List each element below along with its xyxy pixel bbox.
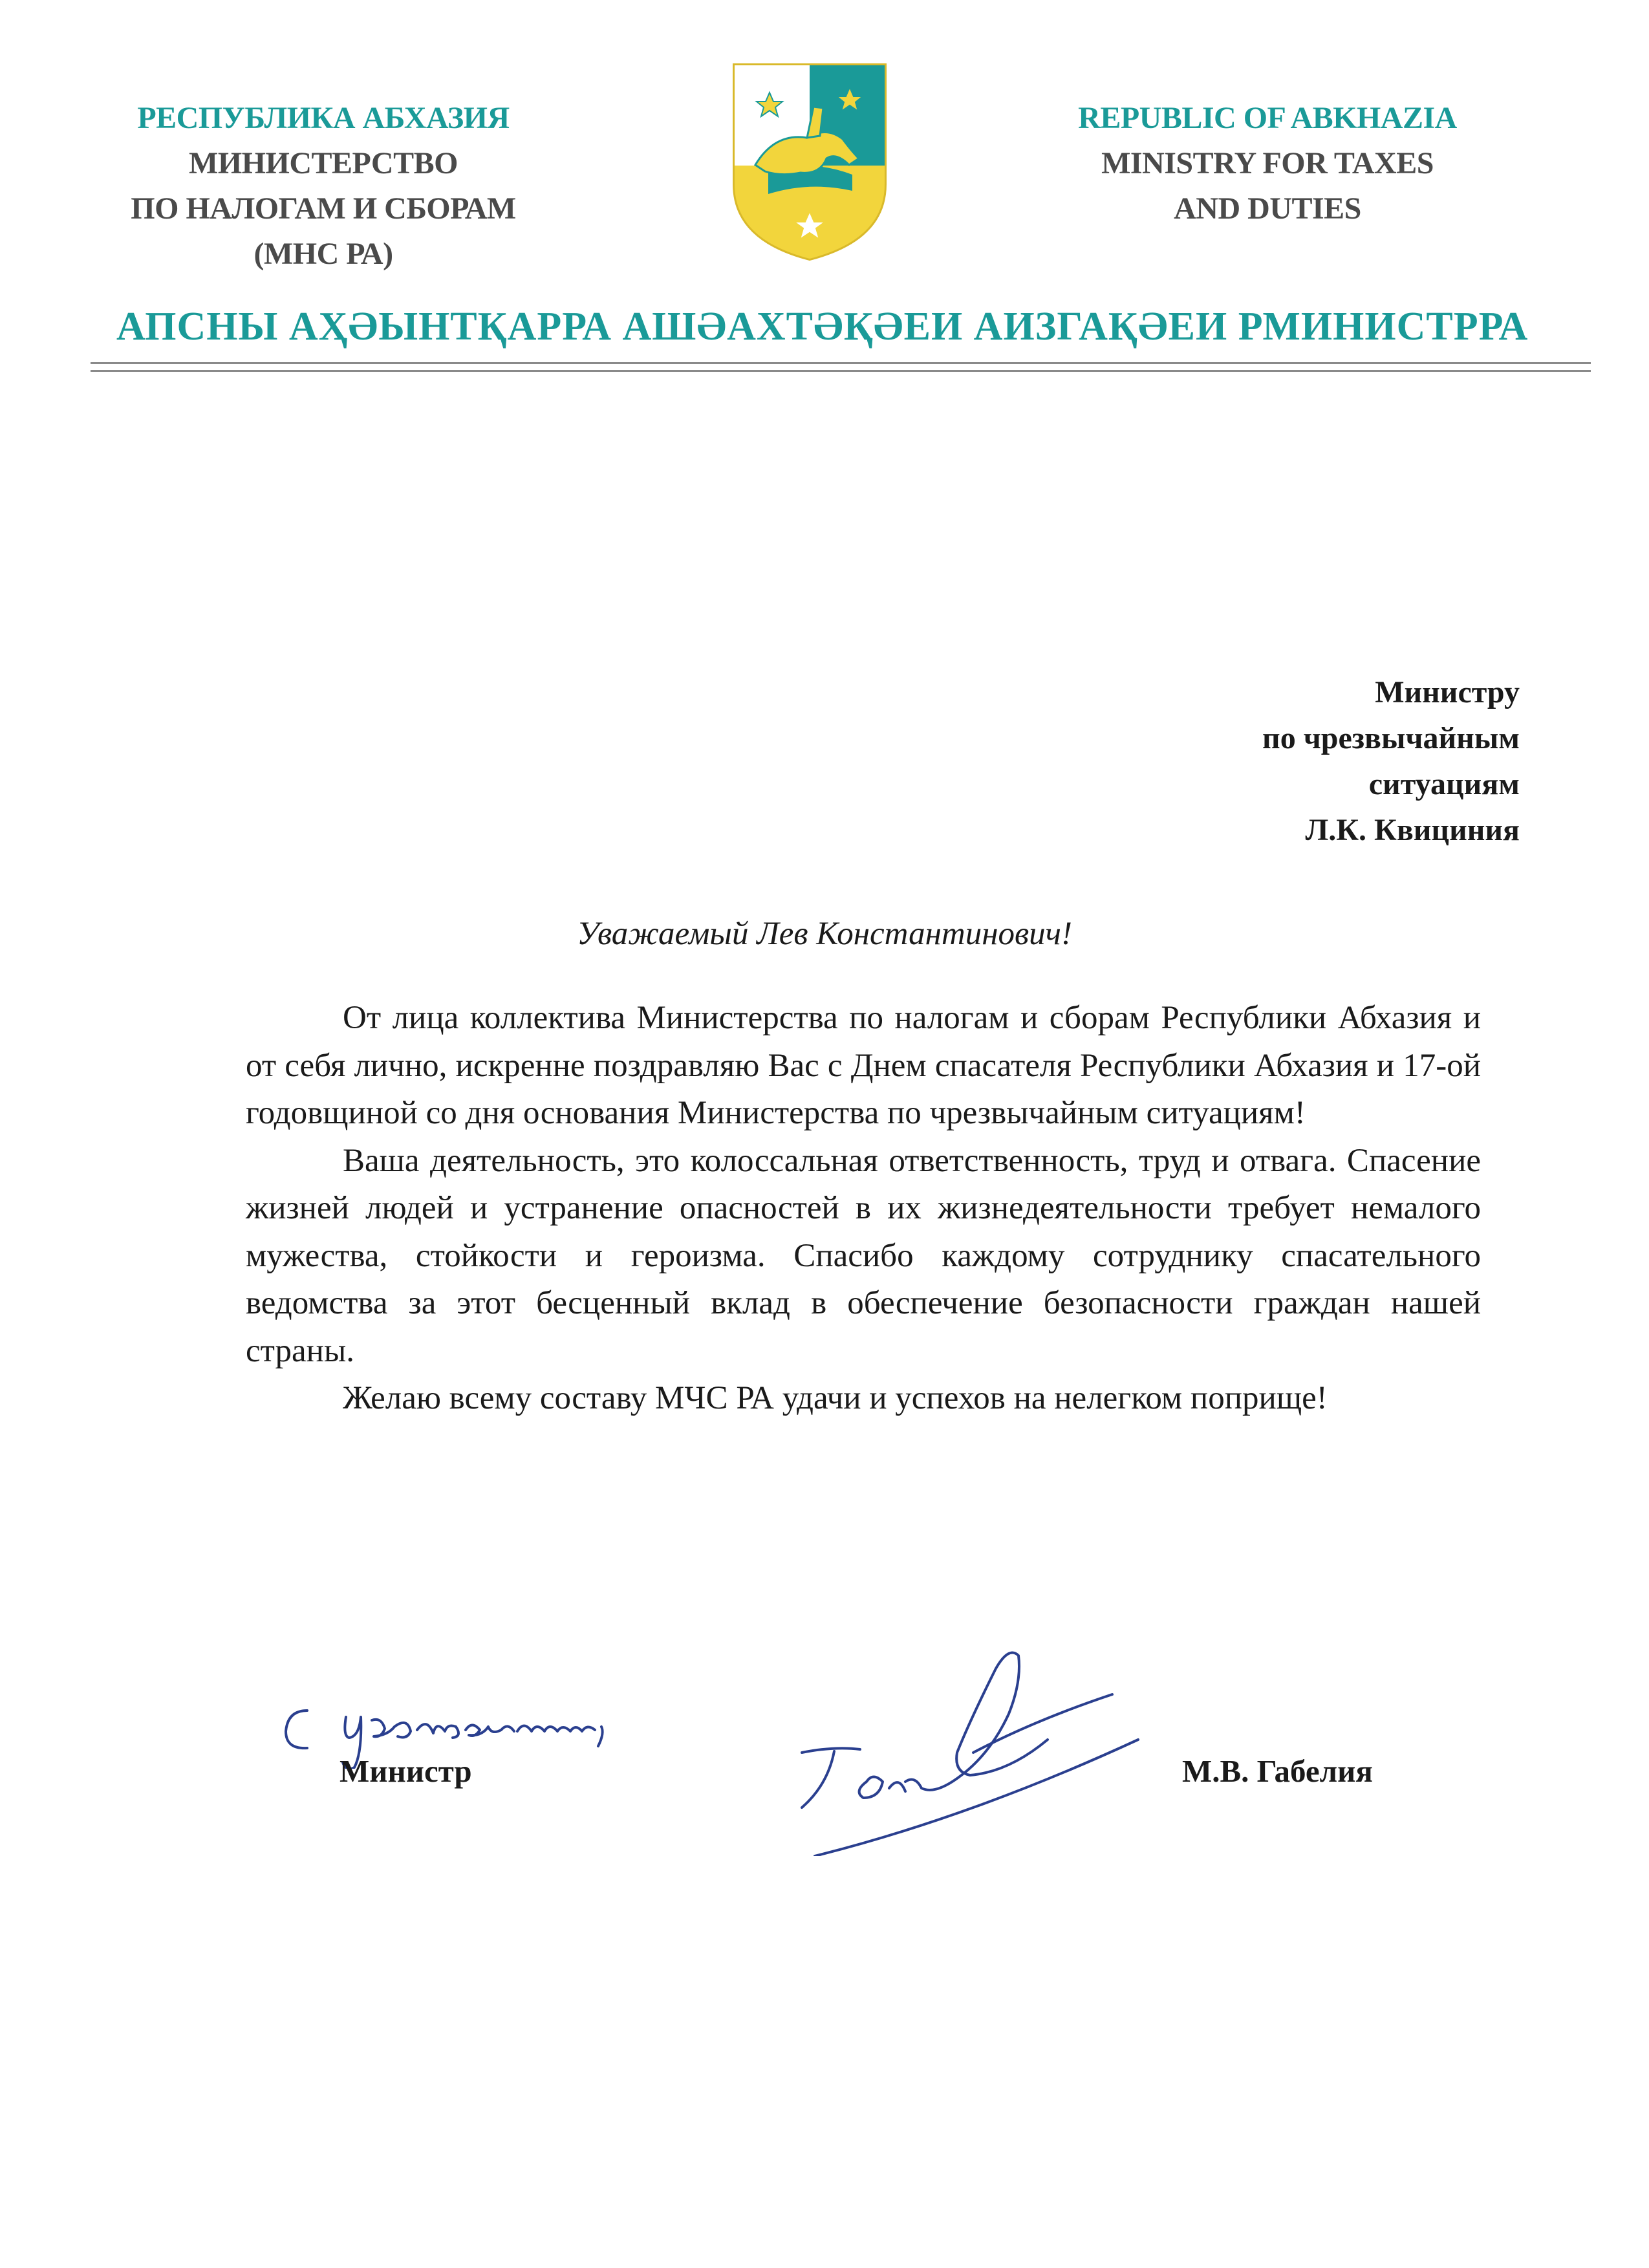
header-divider xyxy=(91,362,1591,364)
header-left-ministry-scope: ПО НАЛОГАМ И СБОРАМ xyxy=(131,191,516,226)
salutation: Уважаемый Лев Константинович! xyxy=(577,916,1072,952)
signatory-title: Министр xyxy=(339,1753,472,1789)
header-left-country: РЕСПУБЛИКА АБХАЗИЯ xyxy=(137,101,510,135)
addressee-block xyxy=(905,669,1520,853)
header-left-ministry: МИНИСТЕРСТВО xyxy=(189,146,458,180)
handwritten-closing xyxy=(278,1691,679,1769)
header-divider-secondary xyxy=(91,370,1591,372)
header-left-abbrev: (МНС РА) xyxy=(253,237,393,271)
header-left xyxy=(97,96,550,277)
body-paragraph: Желаю всему составу МЧС РА удачи и успехов на нелегком поприще! xyxy=(343,1380,1328,1416)
body-paragraph: Ваша деятельность, это колоссальная ответственность, труд и отвага. Спасение жизней людей и устранение опасностей в их жизнедеятельности требует немалого мужества, стойкости и героизма. Спасибо каждому сотруднику спасательного ведомства за этот бесценный вклад в обеспечение безопасности граждан нашей страны. xyxy=(246,1142,1481,1369)
letter-body xyxy=(246,995,1481,1423)
signature xyxy=(776,1643,1164,1856)
addressee-line: ситуациям xyxy=(1368,767,1520,801)
header-right xyxy=(1061,96,1474,232)
addressee-name: Л.К. Квициния xyxy=(1305,813,1520,847)
abkhazia-coat-of-arms-icon xyxy=(729,61,890,262)
body-paragraph: От лица коллектива Министерства по налогам и сборам Республики Абхазия и от себя лично, искренне поздравляю Вас с Днем спасателя Республики Абхазия и 17-ой годовщиной со дня основания Министерства по чрезвычайным ситуациям! xyxy=(246,1000,1481,1131)
addressee-line: Министру xyxy=(1375,675,1520,709)
header-right-country: REPUBLIC OF ABKHAZIA xyxy=(1078,101,1457,135)
addressee-line: по чрезвычайным xyxy=(1262,721,1520,755)
header-right-ministry: MINISTRY FOR TAXES xyxy=(1101,146,1434,180)
signatory-name: М.В. Габелия xyxy=(1182,1753,1373,1789)
header-right-ministry-scope: AND DUTIES xyxy=(1174,191,1361,226)
header-abkhaz-title: АПСНЫ АҲӘЫНТҚАРРА АШӘАХТӘҚӘЕИ АИЗГАҚӘЕИ РМИНИСТРРА xyxy=(116,305,1529,349)
